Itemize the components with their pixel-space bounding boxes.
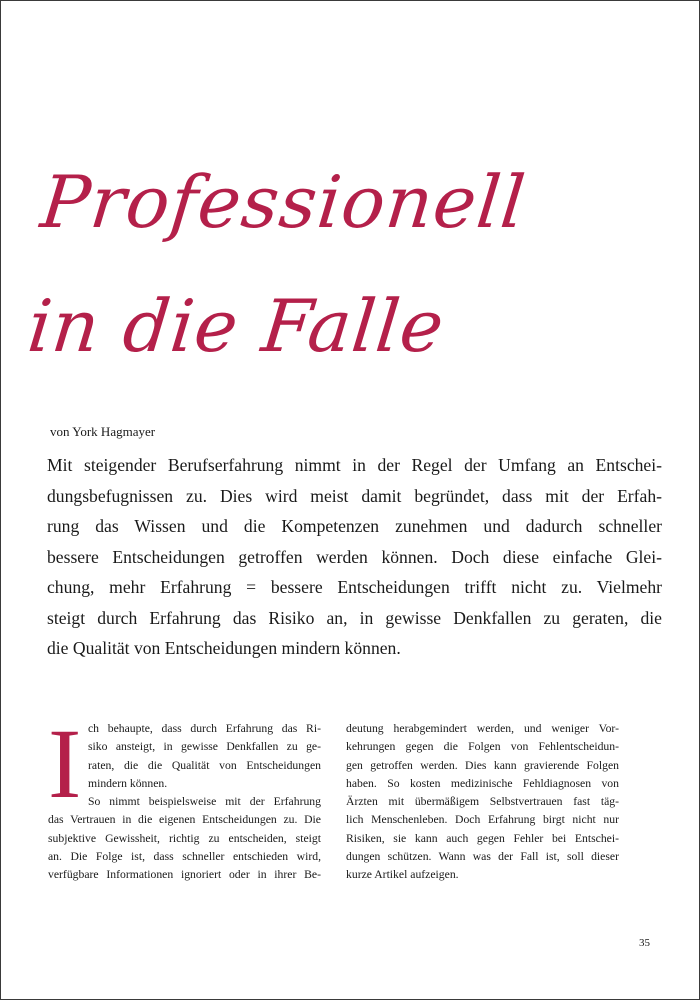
- body-column-right: [346, 720, 619, 885]
- body-line: lich Menschenleben. Doch Erfahrung birgt nicht nur: [346, 813, 619, 827]
- body-line: deutung herabgemindert werden, und weniger Vor-: [346, 722, 619, 735]
- body-line: Ärzten mit übermäßigem Selbstvertrauen fast täg-: [346, 795, 619, 809]
- body-line: verfügbare Informationen ignoriert oder in ihrer Be-: [48, 868, 321, 882]
- lead-line: bessere Entscheidungen getroffen werden können. Doch diese einfache Glei-: [47, 546, 662, 567]
- body-line: raten, die die Qualität von Entscheidungen: [88, 758, 321, 772]
- body-line: ch behaupte, dass durch Erfahrung das Ri-: [88, 722, 321, 735]
- body-line: siko ansteigt, in gewisse Denkfallen zu ge-: [88, 740, 321, 754]
- body-line: gen getroffen werden. Dies kann gravierende Folgen: [346, 758, 619, 772]
- body-line: an. Die Folge ist, dass schneller entschieden wird,: [48, 850, 321, 864]
- body-line: kurze Artikel aufzeigen.: [346, 868, 459, 882]
- title-line-2: in die Falle: [24, 284, 449, 368]
- title-line-1: Professionell: [37, 160, 530, 244]
- lead-line: dungsbefugnissen zu. Dies wird meist damit begründet, dass mit der Erfah-: [47, 485, 662, 506]
- body-column-left: [48, 708, 321, 885]
- author-byline: von York Hagmayer: [50, 424, 156, 439]
- body-line: haben. So kosten medizinische Fehldiagnosen von: [346, 776, 619, 790]
- lead-line: steigt durch Erfahrung das Risiko an, in gewisse Denkfallen zu geraten, die: [47, 607, 662, 628]
- body-line: das Vertrauen in die eigenen Entscheidungen zu. Die: [48, 813, 321, 827]
- body-line: Risiken, sie kann auch gegen Fehler bei Entschei-: [346, 831, 619, 845]
- body-line: So nimmt beispielsweise mit der Erfahrung: [88, 795, 321, 809]
- body-line: mindern können.: [88, 776, 168, 790]
- page-number: 35: [639, 937, 650, 949]
- body-line: dungen schützen. Wann was der Fall ist, soll dieser: [346, 850, 619, 864]
- lead-line: rung das Wissen und die Kompetenzen zunehmen und dadurch schneller: [47, 516, 662, 536]
- drop-cap: I: [48, 708, 82, 819]
- lead-line: Mit steigender Berufserfahrung nimmt in der Regel der Umfang an Entschei-: [47, 455, 662, 475]
- article-title: [22, 140, 648, 388]
- lead-line: die Qualität von Entscheidungen mindern können.: [47, 638, 401, 658]
- lead-line: chung, mehr Erfahrung = bessere Entscheidungen trifft nicht zu. Vielmehr: [47, 577, 662, 597]
- body-line: subjektive Gewissheit, richtig zu entscheiden, steigt: [48, 831, 321, 845]
- lead-paragraph: [47, 450, 662, 664]
- body-line: kehrungen gegen die Folgen von Fehlentscheidun-: [346, 740, 619, 754]
